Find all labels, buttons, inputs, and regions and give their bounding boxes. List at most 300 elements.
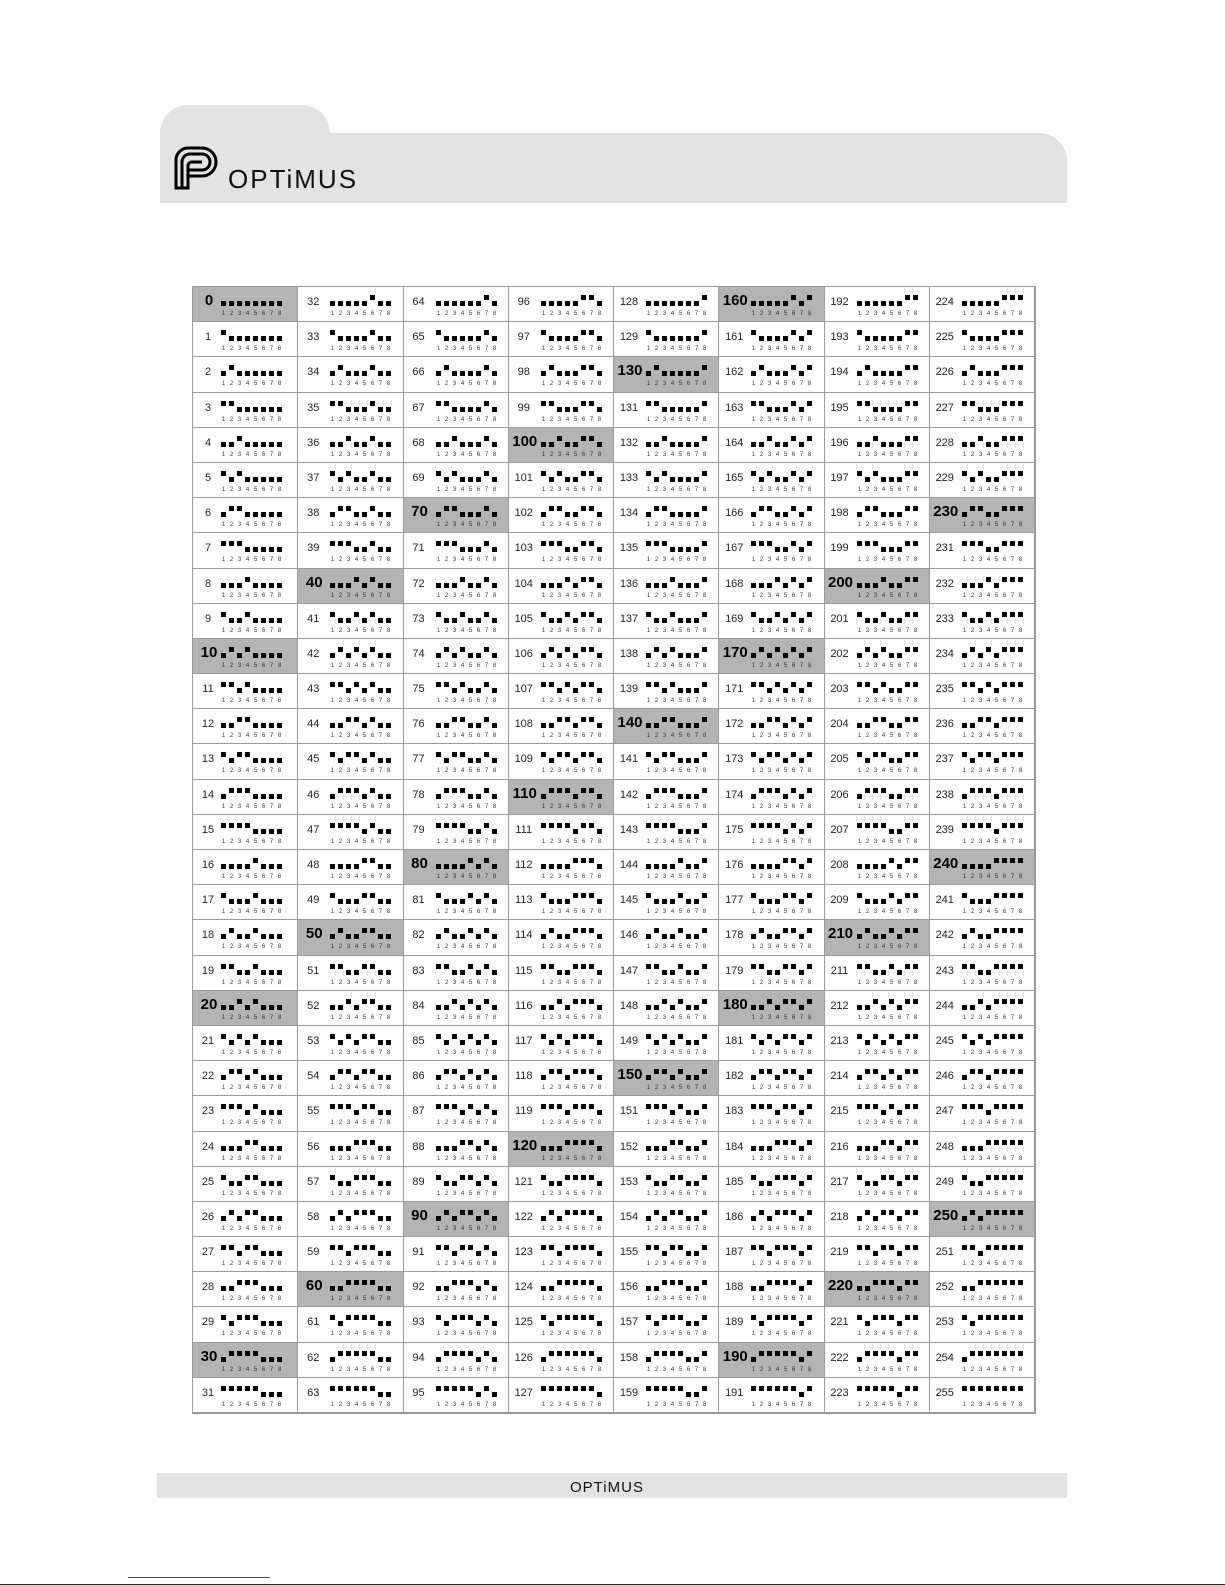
switch-number-label: 6 xyxy=(476,1331,480,1338)
switch-on xyxy=(330,1245,335,1250)
switch-number-label: 1 xyxy=(752,522,756,529)
switch-on xyxy=(338,1351,343,1356)
switch-off xyxy=(986,407,991,412)
switch-number-label: 4 xyxy=(670,1155,675,1162)
switch-on xyxy=(589,1210,594,1215)
switch-on xyxy=(646,1386,651,1391)
switch-number-label: 2 xyxy=(229,346,234,353)
switch-number-label: 7 xyxy=(694,1366,699,1373)
switch-number-label: 2 xyxy=(549,1366,553,1373)
switch-on xyxy=(452,752,457,757)
table-cell xyxy=(298,1026,403,1061)
switch-number-label: 8 xyxy=(387,944,391,951)
address-value: 244 xyxy=(935,999,954,1012)
switch-on xyxy=(881,717,886,722)
switch-off xyxy=(865,1181,870,1186)
switch-number-label: 3 xyxy=(452,1049,456,1056)
switch-on xyxy=(1002,330,1007,335)
switch-on xyxy=(889,1351,894,1356)
table-cell xyxy=(825,639,930,674)
switch-on xyxy=(253,1351,258,1356)
switch-number-label: 5 xyxy=(253,662,258,669)
switch-off xyxy=(237,864,242,869)
switch-on xyxy=(549,1245,554,1250)
switch-number-label: 3 xyxy=(452,838,456,845)
switch-number-label: 1 xyxy=(436,1296,440,1303)
switch-number-label: 3 xyxy=(237,522,242,529)
switch-on xyxy=(751,1034,756,1039)
switch-on xyxy=(913,964,918,969)
switch-number-label: 6 xyxy=(476,627,480,634)
switch-on xyxy=(589,788,594,793)
switch-off xyxy=(970,477,975,482)
switch-off xyxy=(444,583,449,588)
switch-number-label: 8 xyxy=(492,1085,496,1092)
switch-number-label: 1 xyxy=(857,733,861,740)
switch-number-label: 8 xyxy=(913,1120,917,1127)
switch-number-label: 5 xyxy=(573,1155,577,1162)
address-value: 253 xyxy=(935,1316,954,1329)
switch-number-label: 7 xyxy=(379,1190,383,1197)
switch-off xyxy=(338,618,343,623)
address-value: 21 xyxy=(201,1034,215,1047)
address-value: 154 xyxy=(619,1210,639,1223)
switch-number-label: 4 xyxy=(670,1261,675,1268)
table-cell xyxy=(298,920,403,955)
address-value: 229 xyxy=(935,471,954,484)
switch-on xyxy=(678,964,683,969)
dip-switch-icon xyxy=(434,925,504,953)
switch-off xyxy=(759,1321,764,1326)
switch-off xyxy=(573,407,578,412)
switch-number-label: 5 xyxy=(889,1225,893,1232)
switch-on xyxy=(994,1351,999,1356)
switch-off xyxy=(261,794,266,799)
switch-off xyxy=(694,301,699,306)
switch-number-label: 7 xyxy=(800,803,804,810)
switch-number-label: 3 xyxy=(873,451,877,458)
switch-number-label: 3 xyxy=(873,698,877,705)
table-cell xyxy=(614,393,719,428)
switch-number-label: 1 xyxy=(752,592,756,599)
switch-number-label: 1 xyxy=(221,346,226,353)
switch-number-label: 5 xyxy=(468,1190,472,1197)
switch-on xyxy=(370,752,375,757)
switch-number-label: 5 xyxy=(889,768,893,775)
switch-number-label: 7 xyxy=(484,1190,488,1197)
switch-on xyxy=(873,823,878,828)
address-value: 215 xyxy=(830,1105,849,1118)
switch-number-label: 5 xyxy=(363,1225,367,1232)
switch-number-label: 6 xyxy=(897,451,901,458)
switch-number-label: 2 xyxy=(865,416,869,423)
switch-number-label: 1 xyxy=(646,698,651,705)
switch-number-label: 6 xyxy=(476,944,480,951)
switch-number-label: 4 xyxy=(986,1331,990,1338)
switch-on xyxy=(970,541,975,546)
switch-on xyxy=(775,612,780,617)
table-cell xyxy=(614,1061,719,1096)
switch-off xyxy=(346,1181,351,1186)
switch-off xyxy=(889,723,894,728)
switch-number-label: 6 xyxy=(686,346,691,353)
switch-off xyxy=(492,547,497,552)
table-cell xyxy=(509,498,614,533)
switch-number-label: 3 xyxy=(237,1120,242,1127)
switch-number-label: 7 xyxy=(379,698,383,705)
dip-switch-icon xyxy=(644,679,714,707)
switch-number-label: 2 xyxy=(339,381,343,388)
dip-switch-icon xyxy=(749,714,819,742)
switch-number-label: 2 xyxy=(444,1225,448,1232)
switch-on xyxy=(751,1315,756,1320)
table-cell xyxy=(193,393,298,428)
switch-on xyxy=(452,436,457,441)
switch-off xyxy=(775,336,780,341)
switch-number-label: 8 xyxy=(702,1049,707,1056)
switch-off xyxy=(799,301,804,306)
switch-number-label: 5 xyxy=(363,1296,367,1303)
switch-number-label: 7 xyxy=(905,592,909,599)
switch-number-label: 3 xyxy=(662,698,667,705)
address-value: 76 xyxy=(412,718,425,731)
switch-off xyxy=(573,477,578,482)
address-value: 200 xyxy=(827,573,854,591)
switch-on xyxy=(484,1034,489,1039)
address-value: 87 xyxy=(412,1105,425,1118)
switch-off xyxy=(881,1040,886,1045)
switch-off xyxy=(330,442,335,447)
switch-number-label: 2 xyxy=(339,486,343,493)
switch-number-label: 8 xyxy=(277,979,282,986)
switch-number-label: 3 xyxy=(452,416,456,423)
switch-number-label: 3 xyxy=(978,1085,982,1092)
switch-off xyxy=(346,1251,351,1256)
switch-number-label: 1 xyxy=(962,1014,966,1021)
switch-off xyxy=(889,407,894,412)
switch-number-label: 1 xyxy=(541,522,545,529)
switch-on xyxy=(338,964,343,969)
switch-number-label: 5 xyxy=(994,1366,998,1373)
switch-off xyxy=(597,829,602,834)
switch-number-label: 8 xyxy=(277,486,282,493)
switch-off xyxy=(881,1110,886,1115)
switch-number-label: 7 xyxy=(484,1014,488,1021)
address-value: 222 xyxy=(830,1351,849,1364)
switch-number-label: 7 xyxy=(905,627,909,634)
switch-off xyxy=(662,688,667,693)
switch-number-label: 4 xyxy=(355,311,359,317)
switch-off xyxy=(245,899,250,904)
switch-off xyxy=(670,512,675,517)
switch-number-label: 7 xyxy=(694,381,699,388)
switch-off xyxy=(986,1075,991,1080)
switch-on xyxy=(549,928,554,933)
switch-number-label: 5 xyxy=(994,486,998,493)
switch-off xyxy=(338,1286,343,1291)
switch-number-label: 4 xyxy=(881,1190,885,1197)
switch-number-label: 1 xyxy=(646,627,651,634)
switch-off xyxy=(694,864,699,869)
switch-number-label: 4 xyxy=(881,979,885,986)
switch-off xyxy=(573,723,578,728)
switch-off xyxy=(799,477,804,482)
switch-on xyxy=(444,1245,449,1250)
switch-on xyxy=(662,1034,667,1039)
switch-on xyxy=(573,964,578,969)
switch-off xyxy=(362,301,367,306)
address-value: 243 xyxy=(935,964,954,977)
dip-switch-icon xyxy=(855,1348,925,1376)
switch-number-label: 6 xyxy=(261,803,266,810)
switch-on xyxy=(905,752,910,757)
switch-number-label: 5 xyxy=(363,346,367,353)
address-value: 157 xyxy=(619,1316,639,1329)
switch-off xyxy=(978,301,983,306)
switch-off xyxy=(573,618,578,623)
switch-number-label: 6 xyxy=(897,909,901,916)
switch-number-label: 5 xyxy=(784,803,788,810)
switch-number-label: 2 xyxy=(339,838,343,845)
switch-number-label: 1 xyxy=(541,662,545,669)
switch-on xyxy=(330,401,335,406)
switch-number-label: 3 xyxy=(978,662,982,669)
table-cell xyxy=(298,1307,403,1342)
switch-on xyxy=(978,506,983,511)
switch-number-label: 2 xyxy=(549,662,553,669)
address-value: 97 xyxy=(517,331,530,344)
switch-number-label: 8 xyxy=(277,346,282,353)
switch-number-label: 4 xyxy=(881,698,885,705)
switch-on xyxy=(589,647,594,652)
switch-number-label: 4 xyxy=(881,557,885,564)
switch-number-label: 2 xyxy=(339,803,343,810)
switch-number-label: 2 xyxy=(865,381,869,388)
switch-off xyxy=(597,723,602,728)
address-value: 114 xyxy=(514,929,533,942)
switch-number-label: 2 xyxy=(865,733,869,740)
switch-on xyxy=(484,823,489,828)
switch-number-label: 8 xyxy=(277,1085,282,1092)
dip-switch-icon xyxy=(749,433,819,461)
switch-number-label: 3 xyxy=(873,1401,877,1408)
switch-number-label: 1 xyxy=(857,1120,861,1127)
switch-on xyxy=(807,717,812,722)
switch-number-label: 5 xyxy=(468,909,472,916)
switch-number-label: 1 xyxy=(331,451,335,458)
switch-number-label: 8 xyxy=(1018,451,1022,458)
switch-on xyxy=(1010,752,1015,757)
switch-on xyxy=(986,1245,991,1250)
switch-off xyxy=(492,688,497,693)
switch-on xyxy=(1018,788,1023,793)
switch-number-label: 1 xyxy=(436,1190,440,1197)
table-cell xyxy=(509,1378,614,1413)
address-value: 249 xyxy=(935,1175,954,1188)
switch-on xyxy=(702,647,707,652)
switch-number-label: 8 xyxy=(913,768,917,775)
switch-number-label: 3 xyxy=(768,698,772,705)
switch-number-label: 5 xyxy=(994,592,998,599)
switch-on xyxy=(905,999,910,1004)
switch-off xyxy=(476,1181,481,1186)
switch-number-label: 6 xyxy=(792,838,796,845)
switch-number-label: 7 xyxy=(905,451,909,458)
switch-off xyxy=(678,583,683,588)
switch-number-label: 2 xyxy=(865,909,869,916)
switch-number-label: 3 xyxy=(557,733,561,740)
switch-on xyxy=(237,823,242,828)
switch-on xyxy=(807,436,812,441)
switch-on xyxy=(370,964,375,969)
switch-number-label: 7 xyxy=(800,1014,804,1021)
switch-number-label: 6 xyxy=(581,451,585,458)
switch-number-label: 5 xyxy=(678,557,683,564)
switch-off xyxy=(662,336,667,341)
switch-off xyxy=(378,653,383,658)
switch-on xyxy=(889,1386,894,1391)
switch-off xyxy=(354,301,359,306)
switch-number-label: 7 xyxy=(269,733,274,740)
switch-on xyxy=(370,999,375,1004)
address-value: 110 xyxy=(512,784,537,802)
dip-switch-icon xyxy=(960,1172,1030,1200)
switch-number-label: 8 xyxy=(277,1261,282,1268)
table-cell xyxy=(509,956,614,991)
table-cell xyxy=(509,1096,614,1131)
switch-off xyxy=(799,829,804,834)
switch-number-label: 2 xyxy=(339,557,343,564)
switch-number-label: 3 xyxy=(873,557,877,564)
table-cell xyxy=(509,533,614,568)
address-value: 156 xyxy=(619,1281,639,1294)
dip-switch-icon xyxy=(328,1172,398,1200)
switch-number-label: 1 xyxy=(541,1261,545,1268)
switch-off xyxy=(476,1286,481,1291)
switch-on xyxy=(662,506,667,511)
switch-number-label: 2 xyxy=(654,803,659,810)
switch-number-label: 8 xyxy=(808,522,812,529)
switch-number-label: 7 xyxy=(694,838,699,845)
switch-on xyxy=(452,1386,457,1391)
switch-on xyxy=(646,1175,651,1180)
switch-number-label: 3 xyxy=(347,874,351,880)
switch-on xyxy=(783,1210,788,1215)
dip-switch-icon xyxy=(644,433,714,461)
switch-number-label: 6 xyxy=(1002,311,1006,317)
switch-off xyxy=(549,1286,554,1291)
switch-number-label: 5 xyxy=(994,979,998,986)
switch-on xyxy=(905,1386,910,1391)
switch-number-label: 4 xyxy=(776,1049,780,1056)
switch-on xyxy=(791,1069,796,1074)
switch-off xyxy=(261,618,266,623)
switch-number-label: 4 xyxy=(460,1120,464,1127)
switch-off xyxy=(468,477,473,482)
switch-on xyxy=(1010,612,1015,617)
switch-on xyxy=(751,1245,756,1250)
switch-off xyxy=(565,1005,570,1010)
switch-off xyxy=(597,1146,602,1151)
switch-on xyxy=(986,752,991,757)
switch-number-label: 1 xyxy=(221,1155,226,1162)
switch-off xyxy=(654,1181,659,1186)
switch-number-label: 4 xyxy=(355,944,359,951)
switch-off xyxy=(460,371,465,376)
switch-number-label: 6 xyxy=(897,1155,901,1162)
switch-on xyxy=(783,893,788,898)
switch-off xyxy=(261,758,266,763)
switch-number-label: 7 xyxy=(269,1225,274,1232)
dip-switch-icon xyxy=(855,996,925,1024)
switch-off xyxy=(330,1005,335,1010)
switch-number-label: 5 xyxy=(678,944,683,951)
switch-off xyxy=(978,864,983,869)
switch-number-label: 3 xyxy=(237,1261,242,1268)
switch-on xyxy=(245,1315,250,1320)
switch-number-label: 3 xyxy=(978,733,982,740)
switch-off xyxy=(646,301,651,306)
switch-number-label: 8 xyxy=(387,838,391,845)
switch-off xyxy=(277,1040,282,1045)
switch-number-label: 3 xyxy=(557,416,561,423)
table-cell xyxy=(193,1096,298,1131)
switch-on xyxy=(994,1069,999,1074)
switch-on xyxy=(670,788,675,793)
switch-off xyxy=(799,794,804,799)
table-cell xyxy=(930,780,1035,815)
switch-number-label: 8 xyxy=(492,1049,496,1056)
switch-number-label: 6 xyxy=(476,1261,480,1268)
switch-on xyxy=(581,647,586,652)
switch-number-label: 6 xyxy=(371,1155,375,1162)
switch-number-label: 8 xyxy=(808,909,812,916)
switch-off xyxy=(978,407,983,412)
switch-number-label: 3 xyxy=(237,909,242,916)
switch-number-label: 7 xyxy=(800,662,804,669)
switch-number-label: 4 xyxy=(460,838,464,845)
switch-on xyxy=(1002,471,1007,476)
switch-number-label: 7 xyxy=(905,1366,909,1373)
switch-on xyxy=(330,893,335,898)
switch-number-label: 2 xyxy=(229,1120,234,1127)
switch-off xyxy=(670,1005,675,1010)
switch-off xyxy=(881,512,886,517)
switch-off xyxy=(767,583,772,588)
switch-off xyxy=(277,336,282,341)
switch-number-label: 5 xyxy=(784,1014,788,1021)
switch-on xyxy=(905,682,910,687)
switch-number-label: 2 xyxy=(549,311,553,317)
table-cell xyxy=(404,322,509,357)
switch-number-label: 5 xyxy=(889,451,893,458)
switch-number-label: 5 xyxy=(994,1014,998,1021)
switch-off xyxy=(686,758,691,763)
switch-number-label: 5 xyxy=(363,1049,367,1056)
switch-on xyxy=(1018,330,1023,335)
switch-number-label: 8 xyxy=(277,698,282,705)
switch-on xyxy=(468,999,473,1004)
switch-on xyxy=(436,752,441,757)
switch-on xyxy=(791,436,796,441)
switch-off xyxy=(767,970,772,975)
table-cell xyxy=(719,463,824,498)
switch-off xyxy=(597,1216,602,1221)
switch-on xyxy=(881,752,886,757)
switch-number-label: 4 xyxy=(355,1366,359,1373)
switch-on xyxy=(245,1175,250,1180)
switch-off xyxy=(783,547,788,552)
